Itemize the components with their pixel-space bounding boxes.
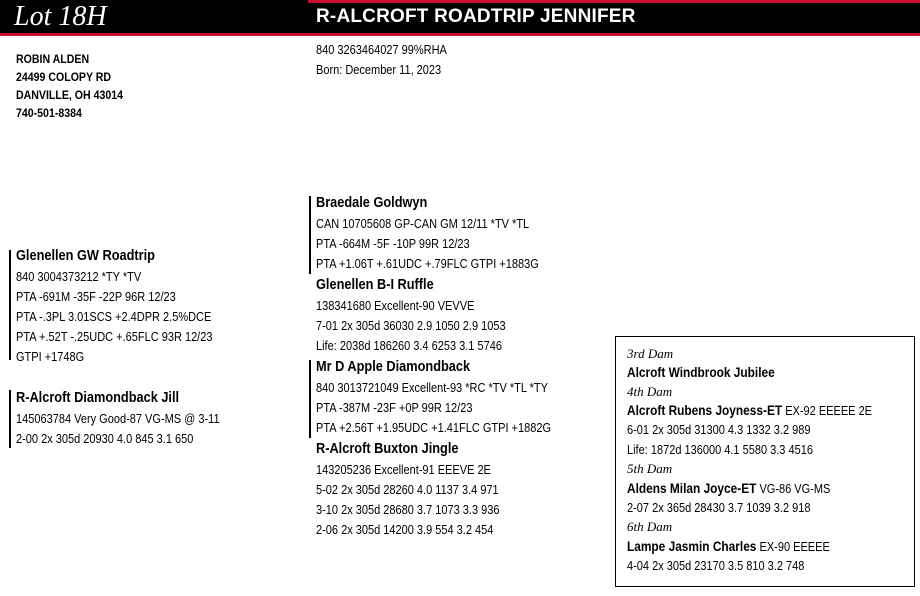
- dam4-heading: [627, 402, 872, 420]
- dam-dam-line: 143205236 Excellent-91 EEEVE 2E: [316, 463, 491, 477]
- dam-sire-bracket: [309, 360, 311, 438]
- sire-sire-line: CAN 10705608 GP-CAN GM 12/11 *TV *TL: [316, 217, 530, 231]
- header-accent-line: [308, 0, 920, 3]
- dam5-name: Aldens Milan Joyce-ET: [627, 481, 757, 496]
- sire-sire-name: Braedale Goldwyn: [316, 195, 428, 211]
- owner-address-2: DANVILLE, OH 43014: [16, 90, 124, 102]
- dam-dam-line: 3-10 2x 305d 28680 3.7 1073 3.3 936: [316, 503, 500, 517]
- sire-line: 840 3004373212 *TY *TV: [16, 270, 142, 284]
- dam6-score: EX-90 EEEEE: [756, 540, 830, 554]
- dam-dam-line: 2-06 2x 305d 14200 3.9 554 3.2 454: [316, 523, 494, 537]
- owner-address-1: 24499 COLOPY RD: [16, 72, 112, 84]
- dam-sire-name: Mr D Apple Diamondback: [316, 359, 471, 375]
- sire-name: Glenellen GW Roadtrip: [16, 248, 155, 264]
- dam-line: 2-00 2x 305d 20930 4.0 845 3.1 650: [16, 432, 194, 446]
- dam-sire-line: PTA -387M -23F +0P 99R 12/23: [316, 401, 473, 415]
- animal-name: R-ALCROFT ROADTRIP JENNIFER: [316, 6, 636, 27]
- sire-line: GTPI +1748G: [16, 350, 85, 364]
- dam-sire-line: PTA +2.56T +1.95UDC +1.41FLC GTPI +1882G: [316, 421, 552, 435]
- dam4-line: Life: 1872d 136000 4.1 5580 3.3 4516: [627, 443, 813, 457]
- dam6-name: Lampe Jasmin Charles: [627, 539, 757, 554]
- sire-dam-line: 7-01 2x 305d 36030 2.9 1050 2.9 1053: [316, 319, 506, 333]
- dam5-label: 5th Dam: [627, 461, 673, 476]
- lot-number: Lot 18H: [14, 1, 107, 32]
- animal-id: 840 3263464027 99%RHA: [316, 43, 447, 57]
- dam-line: 145063784 Very Good-87 VG-MS @ 3-11: [16, 412, 220, 426]
- sire-line: PTA +.52T -.25UDC +.65FLC 93R 12/23: [16, 330, 213, 344]
- owner-name: ROBIN ALDEN: [16, 54, 90, 66]
- dam6-label: 6th Dam: [627, 519, 673, 534]
- dam-dam-name: R-Alcroft Buxton Jingle: [316, 441, 459, 457]
- dam3-name: Alcroft Windbrook Jubilee: [627, 365, 775, 380]
- sire-dam-line: Life: 2038d 186260 3.4 6253 3.1 5746: [316, 339, 502, 353]
- sire-sire-line: PTA -664M -5F -10P 99R 12/23: [316, 237, 470, 251]
- sire-sire-bracket: [309, 196, 311, 274]
- dam3-label: 3rd Dam: [627, 346, 674, 361]
- dam6-line: 4-04 2x 305d 23170 3.5 810 3.2 748: [627, 559, 805, 573]
- animal-born: Born: December 11, 2023: [316, 63, 442, 77]
- dam4-name: Alcroft Rubens Joyness-ET: [627, 403, 783, 418]
- dam-name: R-Alcroft Diamondback Jill: [16, 390, 180, 406]
- owner-phone: 740-501-8384: [16, 108, 82, 120]
- sire-line: PTA -.3PL 3.01SCS +2.4DPR 2.5%DCE: [16, 310, 212, 324]
- sire-line: PTA -691M -35F -22P 96R 12/23: [16, 290, 176, 304]
- dam5-line: 2-07 2x 365d 28430 3.7 1039 3.2 918: [627, 501, 811, 515]
- dam-dam-line: 5-02 2x 305d 28260 4.0 1137 3.4 971: [316, 483, 499, 497]
- sire-dam-line: 138341680 Excellent-90 VEVVE: [316, 299, 475, 313]
- dam6-heading: [627, 538, 830, 556]
- dam5-heading: [627, 480, 830, 498]
- dam4-line: 6-01 2x 305d 31300 4.3 1332 3.2 989: [627, 423, 811, 437]
- dam-bracket: [9, 390, 11, 448]
- dam5-score: VG-86 VG-MS: [756, 482, 831, 496]
- sire-sire-line: PTA +1.06T +.61UDC +.79FLC GTPI +1883G: [316, 257, 539, 271]
- sire-bracket: [9, 250, 11, 360]
- header-bar: [0, 0, 920, 36]
- dam-sire-line: 840 3013721049 Excellent-93 *RC *TV *TL *TY: [316, 381, 548, 395]
- sire-dam-name: Glenellen B-I Ruffle: [316, 277, 434, 293]
- dam4-label: 4th Dam: [627, 384, 673, 399]
- dam4-score: EX-92 EEEEE 2E: [782, 404, 873, 418]
